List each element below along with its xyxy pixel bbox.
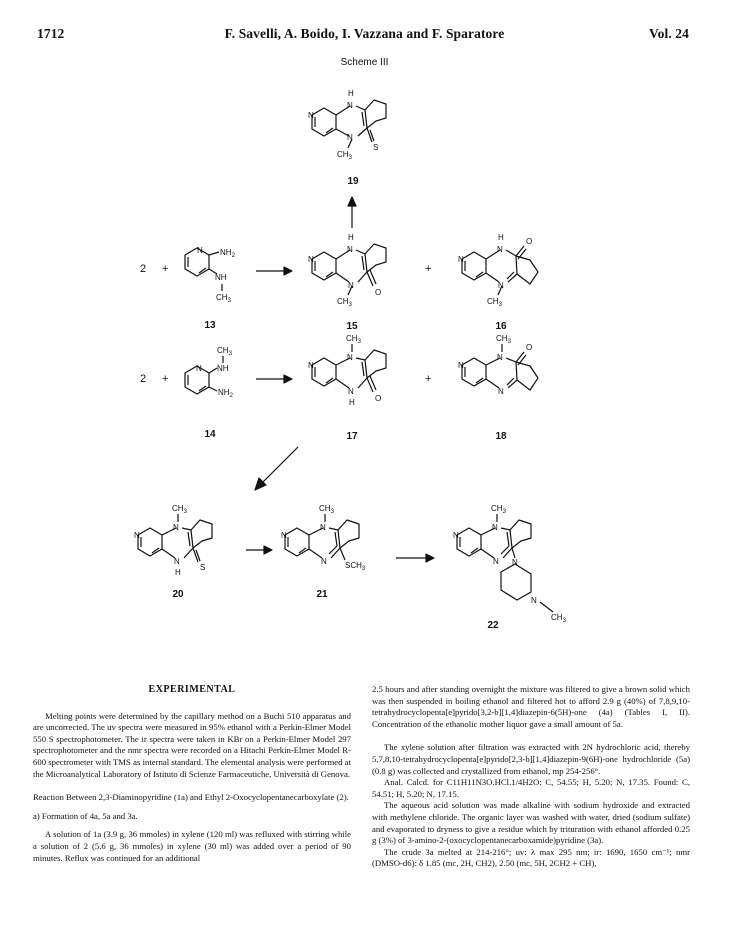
methyl-label: $CH_3$ bbox=[217, 346, 232, 357]
paragraph-procedure-a: A solution of 1a (3.9 g, 36 mmoles) in xylene (120 ml) was refluxed with stirring while a solution of 2 (5.6 g, 36 mmoles) in xylene (30 ml) was added over a period of 90 minutes. Reflux was continued for an additional bbox=[33, 829, 351, 863]
text-column-left bbox=[33, 684, 351, 864]
atom-N: N bbox=[308, 111, 314, 120]
text-column-right bbox=[372, 684, 690, 870]
plus-sign: + bbox=[425, 373, 432, 385]
compound-label-13: 13 bbox=[204, 320, 216, 331]
atom-H: H bbox=[349, 398, 355, 407]
plus-sign: + bbox=[162, 373, 169, 385]
arrow-13-to-15 bbox=[256, 267, 292, 275]
coefficient-2: 2 bbox=[140, 373, 147, 385]
atom-N: N bbox=[308, 361, 314, 370]
arrow-14-to-17 bbox=[256, 375, 292, 383]
atom-O: O bbox=[526, 237, 533, 246]
compound-label-18: 18 bbox=[495, 431, 507, 442]
paragraph-xylene-extraction: The xylene solution after filtration was extracted with 2N hydrochloric acid, thereby 5,7,8,10-tetrahydrocyclopenta[e]pyrido[2,3-b][1,4]diazepin-9(6H)-one hydrochloride (5a) (0.8 g) was collected and crystallized from ethanol, mp 254-256°. bbox=[372, 742, 690, 776]
methyl-label: $CH_3$ bbox=[172, 504, 187, 515]
reaction-subheading: Reaction Between 2,3-Diaminopyridine (1a) and Ethyl 2-Oxocyclopentanecarboxylate (2). bbox=[33, 792, 349, 803]
thiomethyl-label: $SCH_3$ bbox=[345, 561, 366, 572]
section-heading-experimental: EXPERIMENTAL bbox=[148, 684, 236, 695]
paragraph-characterization: The crude 3a melted at 214-216°; uv: λ max 295 nm; ir: 1690, 1650 cm⁻¹; nmr (DMSO-d6): δ 1.85 (mc, 2H, CH2), 2.50 (mc, 5H, 2CH2 + CH), bbox=[372, 846, 690, 869]
methyl-label: $CH_3$ bbox=[216, 293, 231, 304]
page-number: 1712 bbox=[37, 26, 65, 41]
plus-sign: + bbox=[162, 263, 169, 275]
methyl-label: $CH_3$ bbox=[319, 504, 334, 515]
paragraph-aqueous-workup: The aqueous acid solution was made alkaline with sodium hydroxide and extracted with methylene chloride. The organic layer was washed with water, dried (sodium sulfate) and evaporated to dryness to give a residue which by trituration with ethanol afforded 0.25 g (3%) of 3-amino-2-(oxocyclopentanecarboxamide)pyridine (3a). bbox=[372, 800, 690, 846]
atom-H: H bbox=[348, 233, 354, 242]
atom-N: N bbox=[492, 523, 498, 532]
atom-N: N bbox=[458, 361, 464, 370]
atom-N: N bbox=[498, 387, 504, 396]
methyl-label: $CH_3$ bbox=[491, 504, 506, 515]
arrow-21-to-22 bbox=[396, 554, 434, 562]
atom-O: O bbox=[526, 343, 533, 352]
atom-H: H bbox=[498, 233, 504, 242]
amino-label: $NH_2$ bbox=[218, 388, 233, 399]
compound-label-22: 22 bbox=[487, 620, 499, 631]
atom-NH: NH bbox=[215, 273, 227, 282]
compound-label-16: 16 bbox=[495, 321, 507, 332]
atom-NH: NH bbox=[217, 364, 229, 373]
atom-N: N bbox=[497, 353, 503, 362]
compound-label-19: 19 bbox=[347, 176, 359, 187]
atom-N: N bbox=[493, 557, 499, 566]
methyl-label: $CH_3$ bbox=[487, 297, 502, 308]
atom-H: H bbox=[348, 89, 354, 98]
atom-N: N bbox=[347, 133, 353, 142]
atom-S: S bbox=[200, 563, 206, 572]
atom-N: N bbox=[347, 353, 353, 362]
atom-N: N bbox=[348, 387, 354, 396]
amino-label: $NH_2$ bbox=[220, 248, 235, 259]
atom-N: N bbox=[134, 531, 140, 540]
atom-N: N bbox=[453, 531, 459, 540]
atom-N: N bbox=[320, 523, 326, 532]
atom-N: N bbox=[174, 557, 180, 566]
running-header-authors: F. Savelli, A. Boido, I. Vazzana and F. Sparatore bbox=[224, 26, 505, 41]
atom-S: S bbox=[373, 143, 379, 152]
compound-label-20: 20 bbox=[172, 589, 184, 600]
atom-N: N bbox=[348, 281, 354, 290]
atom-N: N bbox=[531, 596, 537, 605]
atom-N: N bbox=[281, 531, 287, 540]
scheme-title: Scheme III bbox=[340, 57, 389, 68]
paragraph-continuation: 2.5 hours and after standing overnight the mixture was filtered to give a brown solid which was then suspended in boiling ethanol and filtered hot to afford 2.9 g (40%) of 7,8,9,10-tetrahydrocyclopenta[e]pyrido[3,2-b][1,4]diazepin-6(5H)-one (4a) (Tables I, II). Concentration of the ethanolic mother liquor gave a small amount of 5a. bbox=[372, 684, 690, 729]
paragraph-methods: Melting points were determined by the capillary method on a Buchi 510 apparatus and are uncorrected. The uv spectra were measured in 95% ethanol with a Perkin-Elmer Model 550 S spectrophotometer. The ir spectra were taken in KBr on a Perkin-Elmer Model 297 spectrophotometer and the nmr spectra were recorded on a Hitachi Perkin-Elmer Model R-600 spectrometer with TMS as internal standard. The elemental analysis were performed at the Microanalytical Laboratory of Istituto di Scienze Farmaceutiche, Università di Genova. bbox=[33, 710, 351, 779]
arrow-20-to-21 bbox=[246, 546, 272, 554]
compound-label-17: 17 bbox=[346, 431, 358, 442]
methyl-label: $CH_3$ bbox=[496, 334, 511, 345]
methyl-label: $CH_3$ bbox=[337, 297, 352, 308]
atom-H: H bbox=[175, 568, 181, 577]
atom-N: N bbox=[497, 245, 503, 254]
atom-N: N bbox=[196, 364, 202, 373]
volume-label: Vol. 24 bbox=[649, 26, 689, 41]
atom-N: N bbox=[197, 246, 203, 255]
coefficient-2: 2 bbox=[140, 263, 147, 275]
atom-N: N bbox=[512, 558, 518, 567]
atom-N: N bbox=[498, 281, 504, 290]
methyl-label: $CH_3$ bbox=[551, 613, 566, 624]
compound-label-14: 14 bbox=[204, 429, 216, 440]
methyl-label: $CH_3$ bbox=[337, 150, 352, 161]
subsection-a-heading: a) Formation of 4a, 5a and 3a. bbox=[33, 810, 138, 821]
compound-label-15: 15 bbox=[346, 321, 358, 332]
atom-N: N bbox=[173, 523, 179, 532]
atom-N: N bbox=[308, 255, 314, 264]
atom-N: N bbox=[347, 101, 353, 110]
arrow-up-to-19 bbox=[348, 197, 356, 228]
atom-N: N bbox=[347, 245, 353, 254]
plus-sign: + bbox=[425, 263, 432, 275]
methyl-label: $CH_3$ bbox=[346, 334, 361, 345]
atom-O: O bbox=[375, 288, 382, 297]
arrow-17-to-20 bbox=[255, 447, 298, 490]
atom-O: O bbox=[375, 394, 382, 403]
atom-N: N bbox=[458, 255, 464, 264]
paragraph-analysis: Anal. Calcd. for C11H11N3O.HCl.1/4H2O: C, 54.55; H, 5.20; N, 17.35. Found: C, 54.51; H, 5.20; N, 17.15. bbox=[372, 777, 690, 799]
atom-N: N bbox=[321, 557, 327, 566]
compound-label-21: 21 bbox=[316, 589, 328, 600]
